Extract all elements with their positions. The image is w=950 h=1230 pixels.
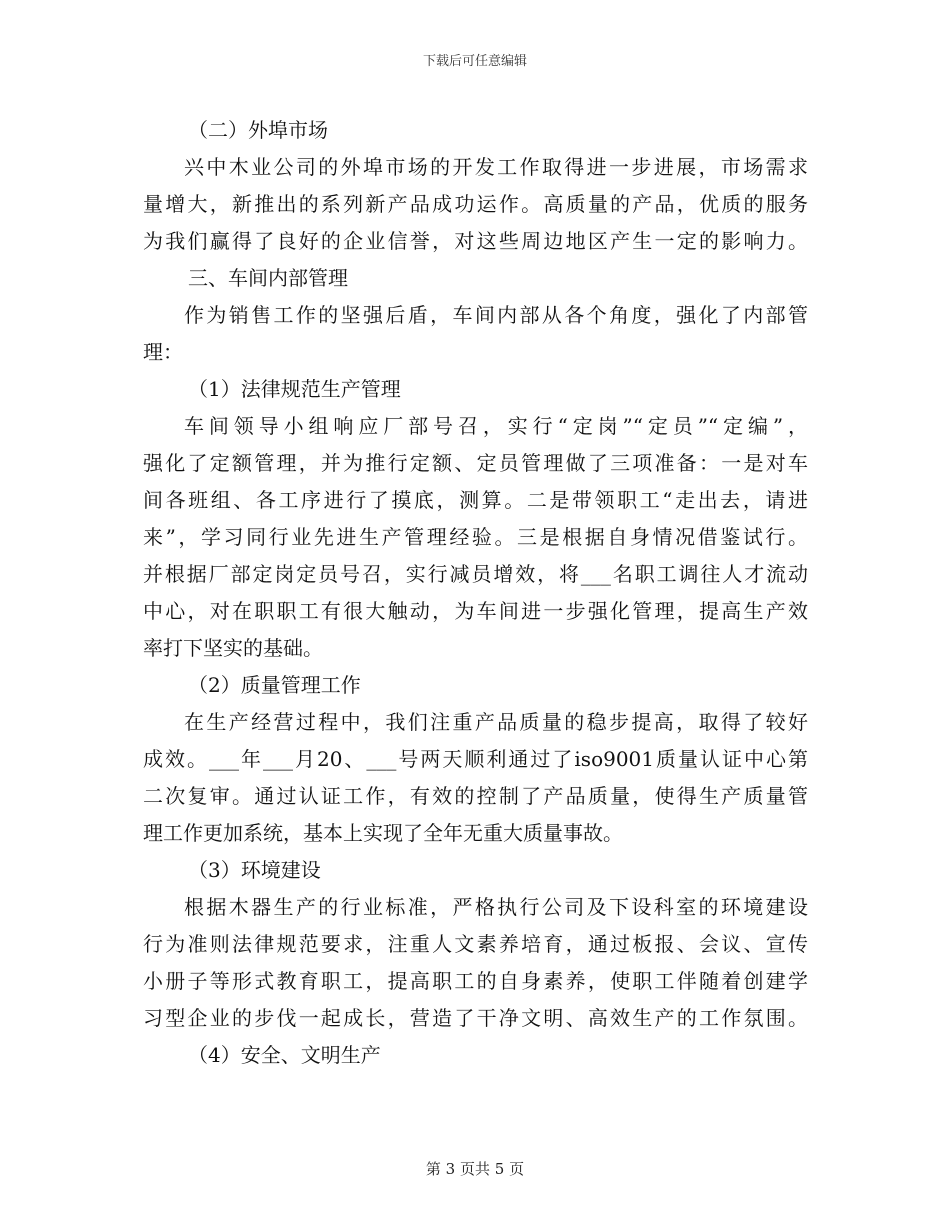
body-text-line: 中心，对在职职工有很大触动，为车间进一步强化管理，提高生产效 bbox=[143, 599, 808, 623]
body-text-line: 小册子等形式教育职工，提高职工的自身素养，使职工伴随着创建学 bbox=[143, 969, 808, 993]
body-text-line: 兴中木业公司的外埠市场的开发工作取得进一步进展，市场需求 bbox=[184, 155, 808, 179]
page-footer: 第 3 页共 5 页 bbox=[425, 1160, 525, 1178]
body-text-line: 理： bbox=[143, 340, 183, 364]
body-text-line: 在生产经营过程中，我们注重产品质量的稳步提高，取得了较好 bbox=[184, 710, 808, 734]
section-heading-line: （4）安全、文明生产 bbox=[188, 1043, 381, 1067]
page-header: 下载后可任意编辑 bbox=[422, 54, 527, 69]
body-text-line: 强化了定额管理，并为推行定额、定员管理做了三项准备：一是对车 bbox=[143, 451, 808, 475]
body-text-line: 来”，学习同行业先进生产管理经验。三是根据自身情况借鉴试行。 bbox=[143, 525, 808, 549]
body-text-line: 习型企业的步伐一起成长，营造了干净文明、高效生产的工作氛围。 bbox=[143, 1006, 808, 1030]
body-text-line: 并根据厂部定岗定员号召，实行减员增效，将___名职工调往人才流动 bbox=[143, 562, 808, 586]
body-text-line: 率打下坚实的基础。 bbox=[143, 636, 323, 660]
section-heading-line: （2）质量管理工作 bbox=[188, 673, 361, 697]
section-heading-line: 三、车间内部管理 bbox=[188, 266, 348, 290]
body-text-line: 行为准则法律规范要求，注重人文素养培育，通过板报、会议、宣传 bbox=[143, 932, 808, 956]
section-heading-line: （1）法律规范生产管理 bbox=[188, 377, 401, 401]
body-text-line: 二次复审。通过认证工作，有效的控制了产品质量，使得生产质量管 bbox=[143, 784, 808, 808]
section-heading-line: （3）环境建设 bbox=[188, 858, 321, 882]
section-heading-line: （二）外埠市场 bbox=[188, 118, 328, 142]
body-text-line: 成效。___年___月20、___号两天顺利通过了iso9001质量认证中心第 bbox=[143, 747, 808, 771]
body-text-line: 作为销售工作的坚强后盾，车间内部从各个角度，强化了内部管 bbox=[184, 303, 808, 327]
body-text-line: 为我们赢得了良好的企业信誉，对这些周边地区产生一定的影响力。 bbox=[143, 229, 808, 253]
body-text-line: 间各班组、各工序进行了摸底，测算。二是带领职工“走出去，请进 bbox=[143, 488, 808, 512]
body-text-line: 理工作更加系统，基本上实现了全年无重大质量事故。 bbox=[143, 821, 623, 845]
document-body bbox=[143, 112, 808, 1074]
body-text-line: 车间领导小组响应厂部号召，实行“定岗”“定员”“定编”， bbox=[184, 414, 808, 438]
body-text-line: 量增大，新推出的系列新产品成功运作。高质量的产品，优质的服务 bbox=[143, 192, 808, 216]
body-text-line: 根据木器生产的行业标准，严格执行公司及下设科室的环境建设 bbox=[184, 895, 808, 919]
